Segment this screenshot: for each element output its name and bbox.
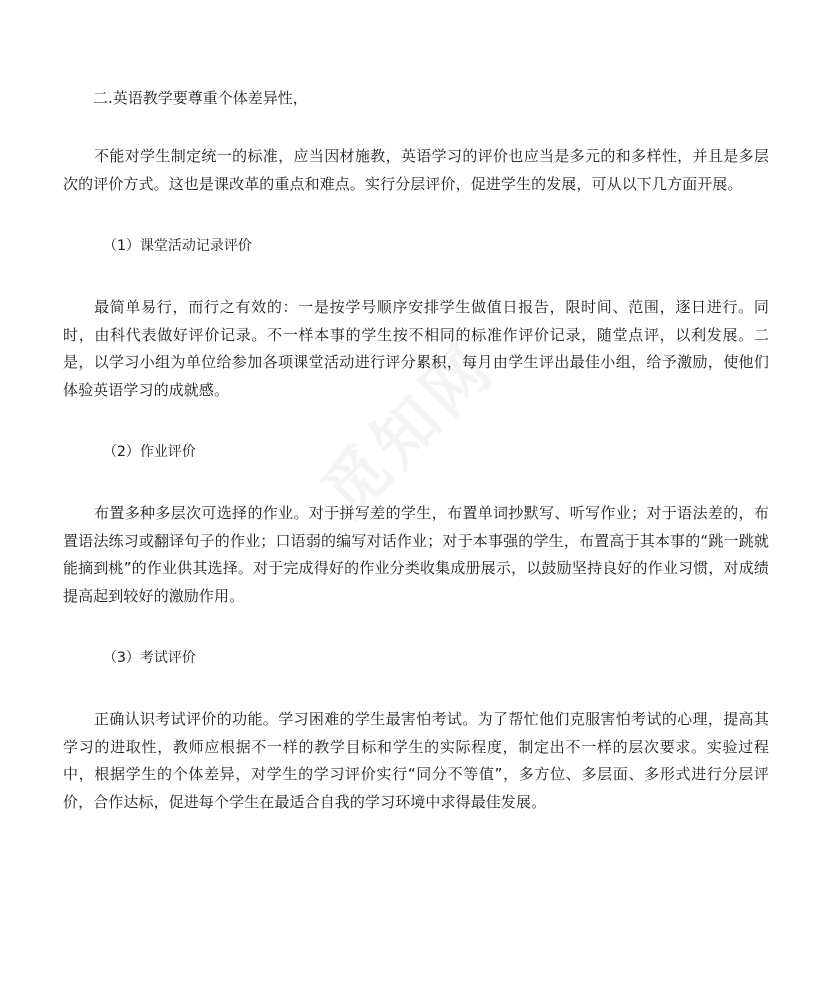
document-body — [63, 84, 769, 816]
subheading-exam: （3）考试评价 — [103, 650, 196, 666]
paragraph-homework: 布置多种多层次可选择的作业。对于拼写差的学生，布置单词抄默写、听写作业；对于语法差的，布置语法练习或翻译句子的作业；口语弱的编写对话作业；对于本事强的学生，布置高于其本事的“跳一跳就能摘到桃”的作业供其选择。对于完成得好的作业分类收集成册展示，以鼓励坚持良好的作业习惯，对成绩提高起到较好的激励作用。 — [63, 504, 769, 605]
intro-paragraph: 不能对学生制定统一的标准，应当因材施教，英语学习的评价也应当是多元的和多样性，并且是多层次的评价方式。这也是课改革的重点和难点。实行分层评价，促进学生的发展，可从以下几方面开展。 — [63, 147, 769, 193]
paragraph-exam: 正确认识考试评价的功能。学习困难的学生最害怕考试。为了帮忙他们克服害怕考试的心理，提高其学习的进取性，教师应根据不一样的教学目标和学生的实际程度，制定出不一样的层次要求。实验过程中，根据学生的个体差异，对学生的学习评价实行“同分不等值”，多方位、多层面、多形式进行分层评价，合作达标，促进每个学生在最适合自我的学习环境中求得最佳发展。 — [63, 710, 769, 811]
subheading-homework: （2）作业评价 — [103, 444, 196, 460]
subheading-classroom-activity: （1）课堂活动记录评价 — [103, 238, 252, 254]
section-title: 二.英语教学要尊重个体差异性， — [93, 89, 308, 107]
paragraph-classroom-activity: 最简单易行，而行之有效的：一是按学号顺序安排学生做值日报告，限时间、范围，逐日进行。同时，由科代表做好评价记录。不一样本事的学生按不相同的标准作评价记录，随堂点评，以利发展。二是，以学习小组为单位给参加各项课堂活动进行评分累积，每月由学生评出最佳小组，给予激励，使他们体验英语学习的成就感。 — [63, 298, 769, 399]
